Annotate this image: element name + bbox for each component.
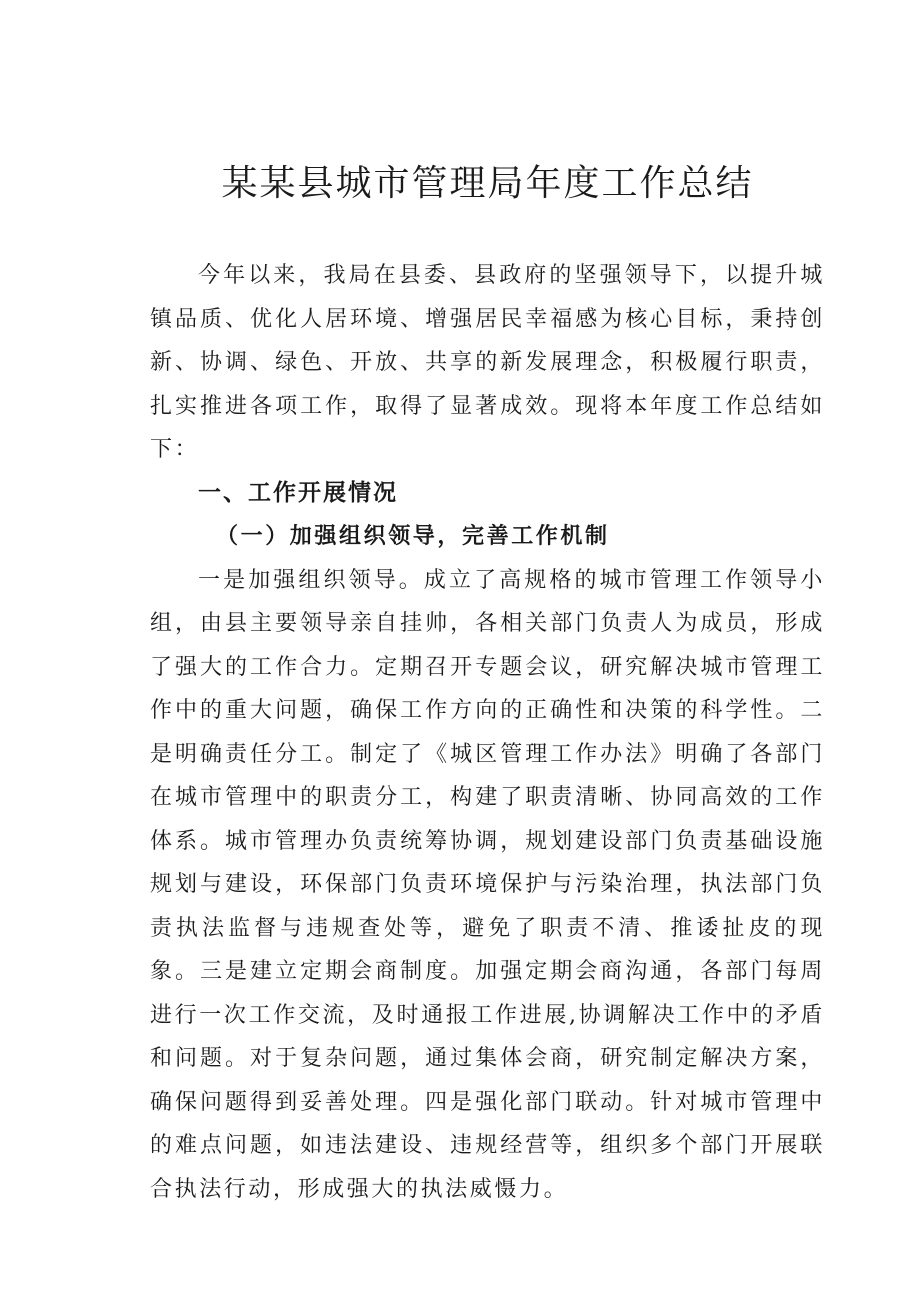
section-heading: 一、工作开展情况 bbox=[198, 479, 398, 506]
document-title: 某某县城市管理局年度工作总结 bbox=[221, 163, 754, 204]
intro-paragraph: 今年以来，我局在县委、县政府的坚强领导下，以提升城镇品质、优化人居环境、增强居民幸福感为核心目标，秉持创新、协调、绿色、开放、共享的新发展理念，积极履行职责，扎实推进各项工作，取得了显著成效。现将本年度工作总结如下： bbox=[150, 263, 825, 462]
subsection-heading: （一）加强组织领导，完善工作机制 bbox=[216, 523, 610, 549]
body-paragraph: 一是加强组织领导。成立了高规格的城市管理工作领导小组，由县主要领导亲自挂帅，各相关部门负责人为成员，形成了强大的工作合力。定期召开专题会议，研究解决城市管理工作中的重大问题，确保工作方向的正确性和决策的科学性。二是明确责任分工。制定了《城区管理工作办法》明确了各部门在城市管理中的职责分工，构建了职责清晰、协同高效的工作体系。城市管理办负责统筹协调，规划建设部门负责基础设施规划与建设，环保部门负责环境保护与污染治理，执法部门负责执法监督与违规查处等，避免了职责不清、推诿扯皮的现象。三是建立定期会商制度。加强定期会商沟通，各部门每周进行一次工作交流，及时通报工作进展,协调解决工作中的矛盾和问题。对于复杂问题，通过集体会商，研究制定解决方案，确保问题得到妥善处理。四是强化部门联动。针对城市管理中的难点问题，如违法建设、违规经营等，组织多个部门开展联合执法行动，形成强大的执法威慑力。 bbox=[150, 567, 825, 1202]
